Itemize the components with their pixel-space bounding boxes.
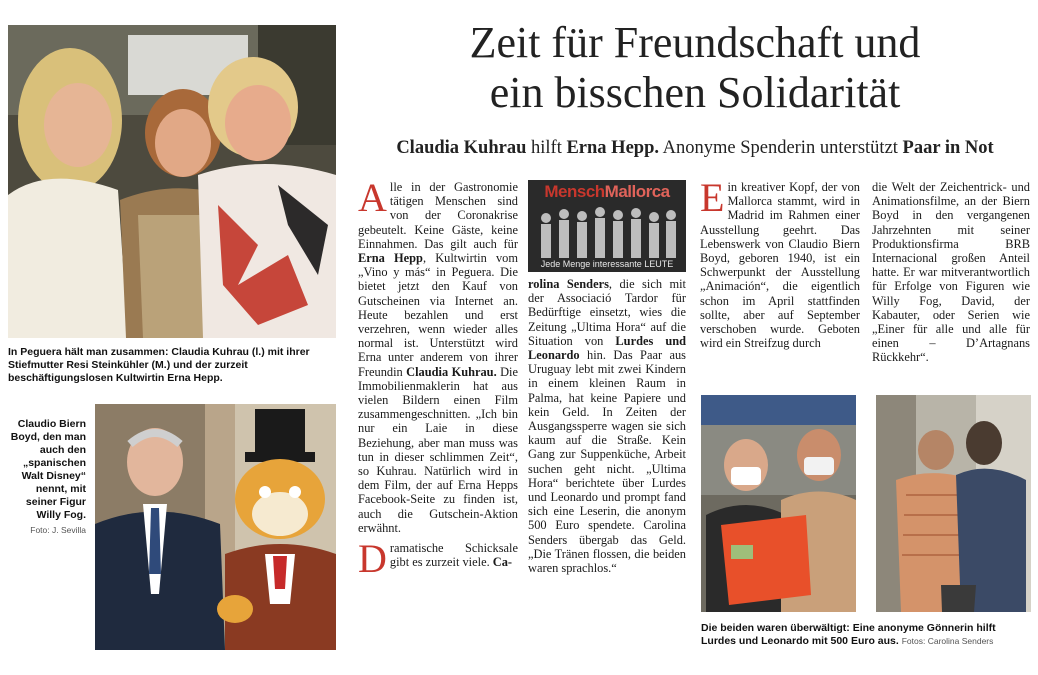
photo3-caption: Die beiden waren überwältigt: Eine anonyme Gönnerin hilft Lurdes und Leonardo mit 500 Euro aus. Fotos: Carolina Senders <box>701 622 996 647</box>
photo1-caption: In Peguera hält man zusammen: Claudia Kuhrau (l.) mit ihrer Stiefmutter Resi Steinkühler (M.) und der zurzeit beschäftigungslosen Kultwirtin Erna Hepp. <box>8 346 310 384</box>
subheadline: Claudia Kuhrau hilft Erna Hepp. Anonyme Spenderin unterstützt Paar in Not <box>396 138 994 158</box>
headline-line-2: ein bisschen Solidarität <box>489 68 901 117</box>
article-column-1: Alle in der Gastronomie tätigen Menschen sind von der Coronakrise gebeutelt. Keine Gäste, keine Einnahmen. Das gilt auch für Erna Hepp, Kultwirtin vom „Vino y más“ in Peguera. Die bietet jetzt den Kauf von Gutscheinen via Internet an. Heute bezahlen und erst verzehren, wenn wieder alles normal ist. Unterstützt wird Erna unter anderem von ihrer Freundin Claudia Kuhrau. Die Immobilienmaklerin hat aus vielen Bildern einen Film zusammengeschnitten. „Ich bin nur ein Laie in diese Beziehung, aber man muss was tun in dieser schlimmen Zeit“, so Kuhrau. Natürlich wird in dem Film, der auf Erna Hepps Facebook-Seite zu finden ist, auch die Gutschein-Aktion erwähnt. Dramatische Schicksale gibt es zurzeit viele. Ca- <box>358 175 518 582</box>
dropcap-a: A <box>358 175 387 220</box>
mensch-mallorca-title: MenschMallorca <box>544 182 670 201</box>
photo-embrace <box>876 395 1031 612</box>
photo3-credit: Fotos: Carolina Senders <box>901 636 994 646</box>
mensch-mallorca-subtitle: Jede Menge interessante LEUTE <box>540 259 674 269</box>
photo-three-women <box>8 25 336 338</box>
photo-biern-boyd-willy-fog <box>95 404 336 650</box>
article-column-2: rolina Senders, die sich mit der Associació Tardor für Bedürftige einsetzt, wies die Zeitung „Ultima Hora“ auf die Situation von Lurdes und Leonardo hin. Das Paar aus Uruguay lebt mit zwei Kindern in einem kleinen Raum in Palma, hat keine Papiere und kein Geld. In Zeiten der Ausgangssperre wagen sie sich kaum auf die Straße. Kein Gang zur Suppenküche, Arbeit suchen geht nicht. „Ultima Hora“ berichtete über Lurdes und Leonardo und prompt fand sich eine Leserin, die anonym 500 Euro spendete. Carolina Senders übergab das Geld. „Die Tränen flossen, die beiden waren sprachlos.“ <box>528 277 687 576</box>
headline <box>360 18 1030 118</box>
dropcap-e: E <box>700 175 725 220</box>
article-column-4: die Welt der Zeichentrick- und Animationsfilme, an der Biern Boyd in den vergangenen Jahrzehnten mit seiner Produktionsfirma BRB Internacional großen Anteil hatte. Er war mitverantwortlich für Erfolge von Figuren wie Willy Fog, David, der Kabauter, oder Serien wie „Einer für alle und alle für einen – D’Artagnans Rückkehr“. <box>872 180 1030 365</box>
photo-lurdes-leonardo <box>701 395 856 612</box>
article-column-3: Ein kreativer Kopf, der von Mallorca stammt, wird in Madrid im Rahmen einer Ausstellung geehrt. Das Lebenswerk von Claudio Biern Boyd, geboren 1940, ist ein Schwerpunkt der Ausstellung „Animación“, die eigentlich schon im April stattfinden sollte, aber auf September verschoben wurde. Geboten wird ein Streifzug durch <box>700 175 860 351</box>
photo2-credit: Foto: J. Sevilla <box>30 525 86 535</box>
photo2-caption: Claudio Biern Boyd, den man auch den „spanischen Walt Disney“ nennt, mit seiner Figur Willy Fog. Foto: J. Sevilla <box>10 418 86 535</box>
mensch-mallorca-box <box>528 180 686 272</box>
dropcap-d: D <box>358 536 387 582</box>
headline-line-1: Zeit für Freundschaft und <box>469 18 921 67</box>
